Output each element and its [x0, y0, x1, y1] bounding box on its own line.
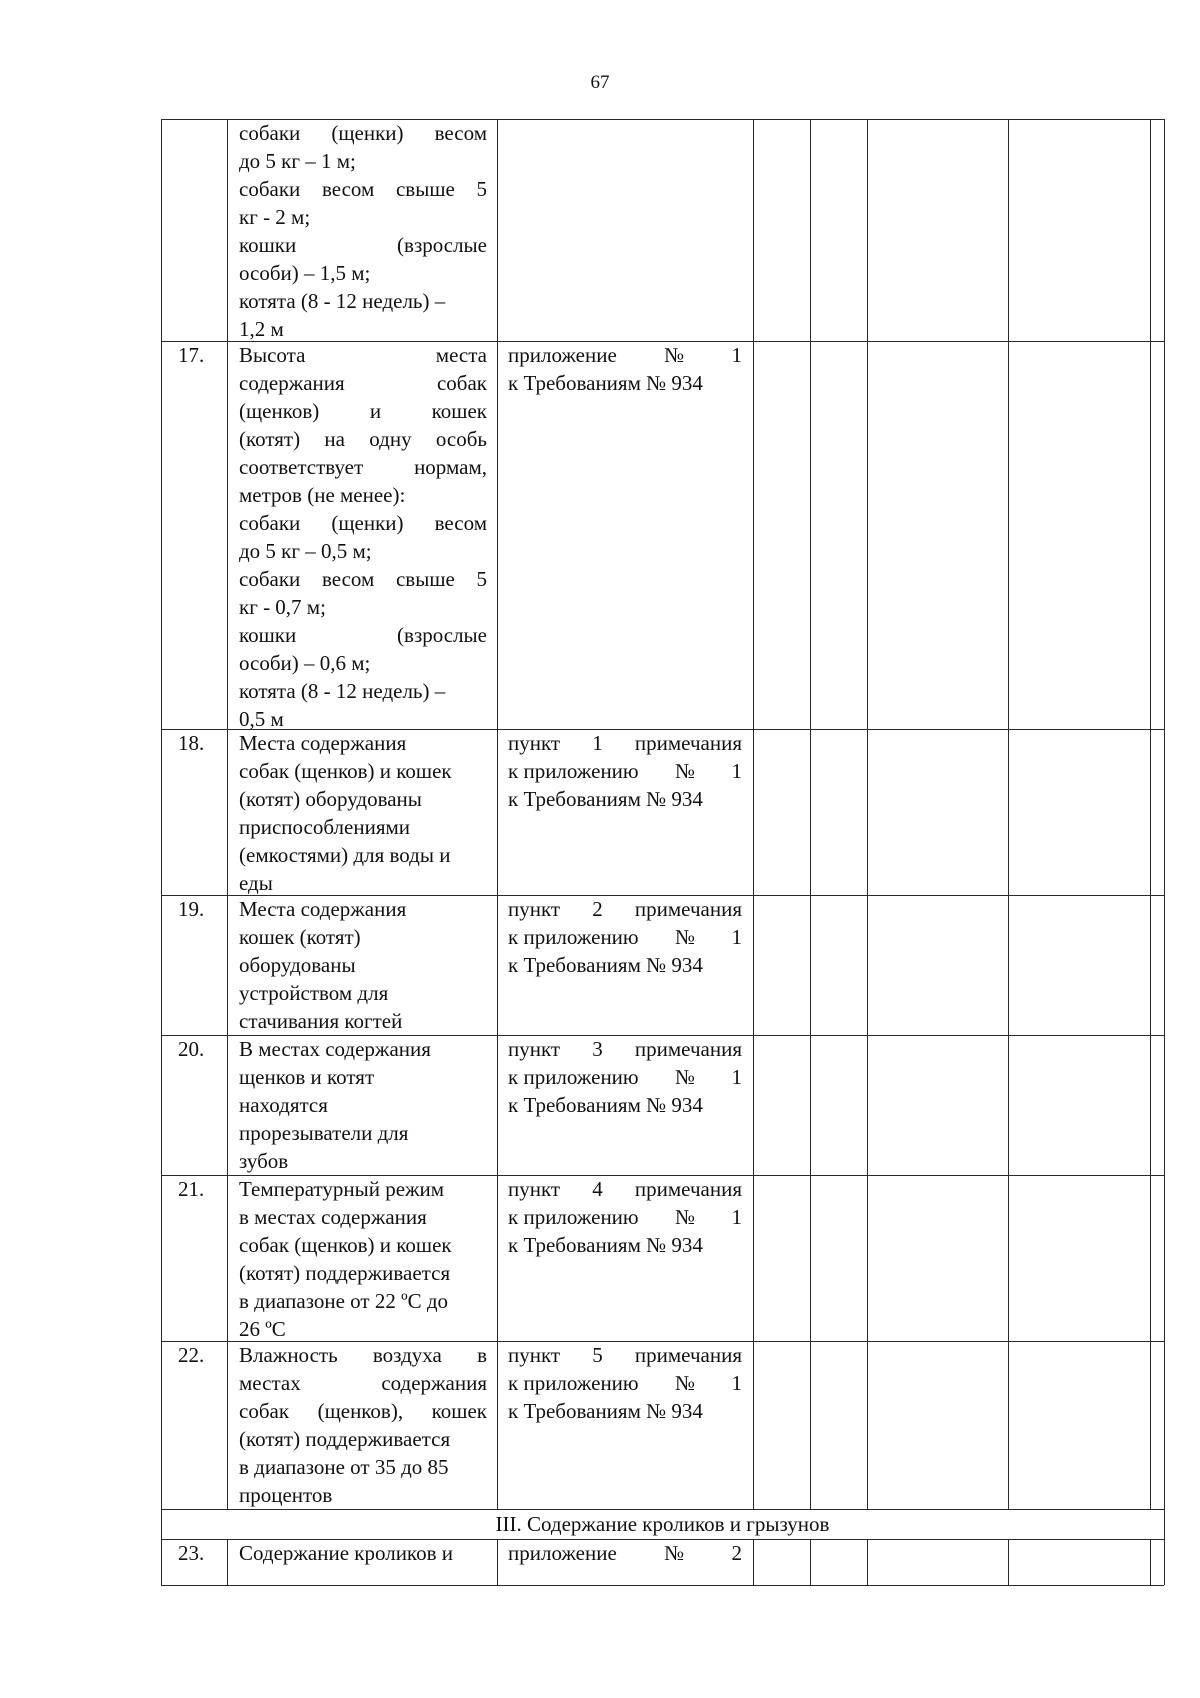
reference-line: [508, 369, 742, 397]
reference-line-word: №: [675, 759, 696, 783]
description-line: [239, 453, 487, 481]
description-line-word: собак (щенков) и кошек: [239, 759, 452, 783]
row-number: 21.: [178, 1177, 205, 1201]
description-line-word: в местах содержания: [239, 1205, 427, 1229]
table-column-border: [161, 119, 162, 1585]
description-line-word: одну: [369, 427, 412, 451]
reference-line-word: к Требованиям № 934: [508, 1399, 703, 1423]
description-line: [239, 509, 487, 537]
description-line-word: кошек: [431, 399, 487, 423]
description-line: [239, 231, 487, 259]
row-number: 23.: [178, 1541, 205, 1565]
description-line-word: весом: [321, 567, 375, 591]
description-line: [239, 895, 487, 923]
reference-line: [508, 1539, 742, 1567]
description-line: [239, 677, 487, 705]
reference-line-word: №: [675, 1205, 696, 1229]
table-column-border: [1008, 1539, 1009, 1585]
description-line: [239, 813, 487, 841]
reference-line: [508, 1203, 742, 1231]
table-column-border: [497, 119, 498, 1509]
reference-line-word: к Требованиям № 934: [508, 953, 703, 977]
table-column-border: [867, 1539, 868, 1585]
table-column-border: [227, 1539, 228, 1585]
row-number: 17.: [178, 343, 205, 367]
reference-line-word: 1: [731, 1371, 742, 1395]
reference-line-word: к Требованиям № 934: [508, 371, 703, 395]
description-line: [239, 649, 487, 677]
table-column-border: [810, 1539, 811, 1585]
description-line-word: устройством для: [239, 981, 389, 1005]
description-line-word: до 5 кг – 0,5 м;: [239, 539, 372, 563]
table-column-border: [1150, 1539, 1151, 1585]
description-line-word: весом: [321, 177, 375, 201]
description-line-word: собак (щенков) и кошек: [239, 1233, 452, 1257]
description-line: [239, 785, 487, 813]
description-line-word: в диапазоне от 35 до 85: [239, 1455, 449, 1479]
description-line-word: собаки: [239, 567, 301, 591]
reference-line-word: 2: [592, 897, 603, 921]
table-column-border: [867, 119, 868, 1509]
reference-line-word: к Требованиям № 934: [508, 1093, 703, 1117]
description-line: [239, 1063, 487, 1091]
description-line: [239, 259, 487, 287]
reference-line: [508, 895, 742, 923]
description-line-word: собак: [436, 371, 487, 395]
reference-line: [508, 785, 742, 813]
description-line-word: 5: [476, 177, 487, 201]
description-line: [239, 1341, 487, 1369]
reference-line: [508, 1231, 742, 1259]
reference-line-word: примечания: [634, 1177, 742, 1201]
description-line: [239, 1203, 487, 1231]
description-line-word: (емкостями) для воды и: [239, 843, 451, 867]
description-line-word: и: [369, 399, 382, 423]
description-line-word: процентов: [239, 1483, 333, 1507]
description-line-word: (котят) поддерживается: [239, 1427, 451, 1451]
description-line-word: Места содержания: [239, 731, 407, 755]
reference-line-word: №: [675, 1371, 696, 1395]
description-line-word: собаки: [239, 511, 301, 535]
description-line-word: кошек: [431, 1399, 487, 1423]
description-line-word: весом: [434, 511, 487, 535]
description-line-word: В местах содержания: [239, 1037, 431, 1061]
description-line-word: Высота: [239, 343, 306, 367]
description-line-word: весом: [434, 121, 487, 145]
reference-line-word: к Требованиям № 934: [508, 787, 703, 811]
reference-line-word: 1: [731, 1205, 742, 1229]
reference-line: [508, 1341, 742, 1369]
description-line-word: содержания: [239, 371, 345, 395]
description-line-word: метров (не менее):: [239, 483, 406, 507]
reference-line-word: 1: [731, 1065, 742, 1089]
description-line-word: еды: [239, 871, 273, 895]
table-column-border: [1150, 119, 1151, 1509]
description-line-word: Влажность: [239, 1343, 338, 1367]
description-line-word: котята (8 - 12 недель) –: [239, 679, 446, 703]
description-line: [239, 1315, 487, 1343]
row-number: 19.: [178, 897, 205, 921]
description-line: [239, 1539, 487, 1567]
description-line: [239, 1175, 487, 1203]
description-line: [239, 1397, 487, 1425]
description-line: [239, 341, 487, 369]
description-line-word: 1,2 м: [239, 317, 284, 341]
reference-line-word: 2: [731, 1541, 742, 1565]
reference-line-word: к приложению: [508, 759, 639, 783]
description-line-word: оборудованы: [239, 953, 356, 977]
reference-line-word: №: [675, 1065, 696, 1089]
description-line-word: Места содержания: [239, 897, 407, 921]
description-line-word: (щенков),: [317, 1399, 404, 1423]
description-line: [239, 729, 487, 757]
description-line-word: кг - 0,7 м;: [239, 595, 326, 619]
description-line-word: соответствует: [239, 455, 364, 479]
description-line: [239, 119, 487, 147]
description-line-word: (котят): [239, 427, 301, 451]
description-line: [239, 1035, 487, 1063]
description-line-word: особь: [435, 427, 487, 451]
description-line: [239, 1259, 487, 1287]
reference-line-word: примечания: [634, 731, 742, 755]
reference-line-word: №: [675, 925, 696, 949]
table-column-border: [810, 119, 811, 1509]
reference-line: [508, 757, 742, 785]
page-number: 67: [590, 72, 610, 93]
description-line: [239, 175, 487, 203]
description-line-word: (взрослые: [397, 623, 487, 647]
description-line: [239, 397, 487, 425]
description-line: [239, 425, 487, 453]
reference-line-word: примечания: [634, 897, 742, 921]
reference-line-word: 3: [592, 1037, 603, 1061]
description-line-word: 0,5 м: [239, 707, 284, 731]
row-number: 20.: [178, 1037, 205, 1061]
description-line-word: находятся: [239, 1093, 328, 1117]
description-line: [239, 979, 487, 1007]
reference-line-word: 1: [592, 731, 603, 755]
reference-line-word: к приложению: [508, 1065, 639, 1089]
description-line: [239, 1091, 487, 1119]
description-line-word: нормам,: [414, 455, 487, 479]
description-line-word: (щенков): [239, 399, 320, 423]
reference-line-word: примечания: [634, 1343, 742, 1367]
reference-line-word: пункт: [508, 897, 561, 921]
reference-line: [508, 1397, 742, 1425]
reference-line: [508, 341, 742, 369]
description-line-word: кг - 2 м;: [239, 205, 311, 229]
description-line-word: воздуха: [372, 1343, 442, 1367]
table-column-border: [753, 119, 754, 1509]
reference-line-word: пункт: [508, 1177, 561, 1201]
row-number: 22.: [178, 1343, 205, 1367]
description-line-word: 26 ºС: [239, 1317, 286, 1341]
description-line-word: в диапазоне от 22 ºС до: [239, 1289, 449, 1313]
description-line: [239, 1453, 487, 1481]
reference-line-word: к приложению: [508, 925, 639, 949]
description-line: [239, 481, 487, 509]
description-line-word: местах: [239, 1371, 301, 1395]
reference-line: [508, 923, 742, 951]
description-line-word: Содержание кроликов и: [239, 1541, 453, 1565]
description-line-word: особи) – 0,6 м;: [239, 651, 371, 675]
reference-line-word: №: [664, 1541, 685, 1565]
description-line-word: места: [435, 343, 487, 367]
description-line: [239, 1007, 487, 1035]
description-line-word: особи) – 1,5 м;: [239, 261, 371, 285]
description-line-word: котята (8 - 12 недель) –: [239, 289, 446, 313]
section-title: III. Содержание кроликов и грызунов: [495, 1512, 830, 1536]
reference-line: [508, 1063, 742, 1091]
description-line: [239, 1119, 487, 1147]
description-line: [239, 757, 487, 785]
description-line: [239, 537, 487, 565]
description-line: [239, 147, 487, 175]
description-line: [239, 593, 487, 621]
description-line: [239, 1481, 487, 1509]
reference-line: [508, 1035, 742, 1063]
description-line-word: 5: [476, 567, 487, 591]
description-line-word: (щенки): [331, 121, 404, 145]
description-line: [239, 1287, 487, 1315]
description-line: [239, 621, 487, 649]
table-column-border: [753, 1539, 754, 1585]
description-line: [239, 841, 487, 869]
description-line-word: Температурный режим: [239, 1177, 445, 1201]
row-number: 18.: [178, 731, 205, 755]
description-line: [239, 1231, 487, 1259]
description-line-word: собаки: [239, 121, 301, 145]
description-line: [239, 923, 487, 951]
table-column-border: [227, 119, 228, 1509]
description-line-word: кошки: [239, 623, 297, 647]
description-line-word: стачивания когтей: [239, 1009, 403, 1033]
description-line-word: (котят) поддерживается: [239, 1261, 451, 1285]
requirements-table: [161, 119, 1164, 1585]
reference-line-word: к Требованиям № 934: [508, 1233, 703, 1257]
description-line-word: (взрослые: [397, 233, 487, 257]
description-line: [239, 951, 487, 979]
description-line-word: собак: [239, 1399, 290, 1423]
description-line: [239, 287, 487, 315]
description-line-word: до 5 кг – 1 м;: [239, 149, 356, 173]
reference-line-word: приложение: [508, 1541, 617, 1565]
reference-line: [508, 1369, 742, 1397]
description-line-word: щенков и котят: [239, 1065, 375, 1089]
description-line-word: собаки: [239, 177, 301, 201]
description-line: [239, 565, 487, 593]
description-line-word: кошек (котят): [239, 925, 361, 949]
reference-line: [508, 1175, 742, 1203]
description-line-word: приспособлениями: [239, 815, 411, 839]
description-line: [239, 315, 487, 343]
reference-line: [508, 729, 742, 757]
table-column-border: [1164, 119, 1165, 1585]
reference-line-word: 4: [592, 1177, 603, 1201]
description-line-word: кошки: [239, 233, 297, 257]
table-row-border: [161, 1585, 1164, 1586]
description-line: [239, 1147, 487, 1175]
reference-line-word: пункт: [508, 1037, 561, 1061]
description-line: [239, 1425, 487, 1453]
description-line-word: свыше: [395, 177, 455, 201]
description-line: [239, 869, 487, 897]
description-line-word: зубов: [239, 1149, 289, 1173]
description-line-word: на: [324, 427, 345, 451]
reference-line-word: 1: [731, 925, 742, 949]
reference-line-word: 1: [731, 759, 742, 783]
reference-line-word: 5: [592, 1343, 603, 1367]
reference-line-word: примечания: [634, 1037, 742, 1061]
description-line: [239, 203, 487, 231]
reference-line-word: пункт: [508, 1343, 561, 1367]
reference-line-word: к приложению: [508, 1205, 639, 1229]
description-line-word: прорезыватели для: [239, 1121, 409, 1145]
reference-line: [508, 951, 742, 979]
reference-line-word: пункт: [508, 731, 561, 755]
table-column-border: [1008, 119, 1009, 1509]
description-line-word: в: [477, 1343, 487, 1367]
description-line-word: содержания: [381, 1371, 487, 1395]
table-column-border: [497, 1539, 498, 1585]
description-line-word: (котят) оборудованы: [239, 787, 422, 811]
reference-line-word: №: [664, 343, 685, 367]
reference-line-word: 1: [731, 343, 742, 367]
reference-line: [508, 1091, 742, 1119]
description-line-word: свыше: [395, 567, 455, 591]
reference-line-word: к приложению: [508, 1371, 639, 1395]
description-line-word: (щенки): [331, 511, 404, 535]
description-line: [239, 1369, 487, 1397]
reference-line-word: приложение: [508, 343, 617, 367]
description-line: [239, 369, 487, 397]
